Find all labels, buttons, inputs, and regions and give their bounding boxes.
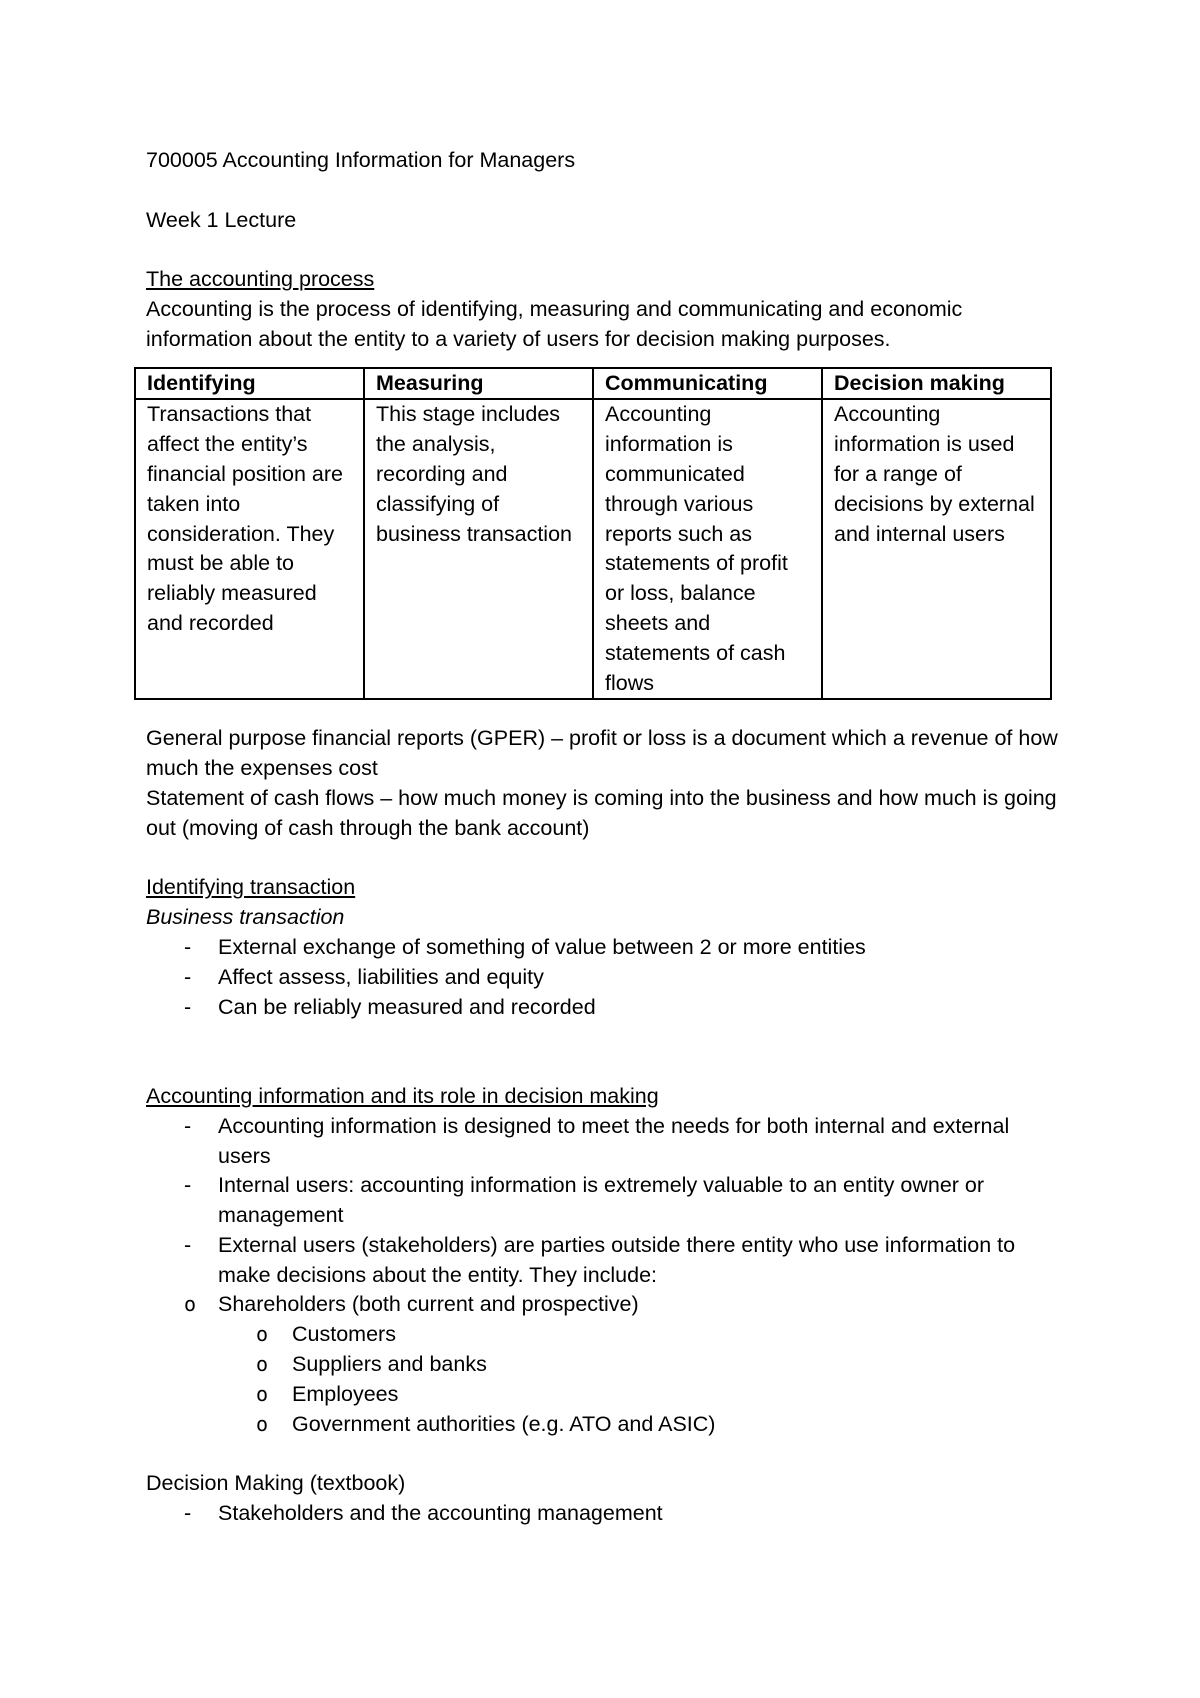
list-item	[146, 1350, 1066, 1380]
list-item-text: External users (stakeholders) are parties outside there entity who use information to make decisions about the entity. They include:	[218, 1232, 1016, 1287]
table-cell: Transactions that affect the entity’s financial position are taken into consideration. They must be able to reliably measured and recorded	[135, 399, 364, 699]
stakeholder-sub-list	[146, 1320, 1066, 1439]
list-item	[146, 1380, 1066, 1410]
business-transaction-label: Business transaction	[146, 905, 345, 930]
list-item-text: External exchange of something of value between 2 or more entities	[218, 934, 866, 959]
dash-bullet: -	[184, 1232, 192, 1257]
dash-bullet: -	[184, 994, 192, 1019]
circle-bullet: o	[256, 1381, 269, 1406]
document-subtitle: Week 1 Lecture	[146, 207, 297, 232]
role-list	[146, 1112, 1066, 1291]
document-title: 700005 Accounting Information for Managers	[146, 148, 576, 172]
dash-bullet: -	[184, 964, 192, 989]
list-item-text: Accounting information is designed to meet the needs for both internal and external users	[218, 1113, 1010, 1168]
business-transaction-list	[146, 933, 1066, 1022]
section-heading-decision-making: Decision Making (textbook)	[146, 1471, 406, 1496]
gper-paragraph: General purpose financial reports (GPER) – profit or loss is a document which a revenue of how much the expenses cost	[146, 726, 1058, 781]
accounting-process-table	[134, 367, 1052, 701]
section-heading-identifying-transaction: Identifying transaction	[146, 875, 356, 900]
table-row	[135, 399, 1051, 699]
list-item	[146, 963, 1066, 993]
list-item-text: Can be reliably measured and recorded	[218, 994, 596, 1019]
list-item	[146, 933, 1066, 963]
accounting-process-intro: Accounting is the process of identifying, measuring and communicating and economic information about the entity to a variety of users for decision making purposes.	[146, 296, 963, 351]
dash-bullet: -	[184, 1173, 192, 1198]
list-item-text: Employees	[292, 1381, 399, 1406]
list-item	[146, 1171, 1066, 1231]
circle-bullet: o	[256, 1322, 269, 1347]
list-item-text: Stakeholders and the accounting management	[218, 1501, 663, 1526]
list-item-text: Shareholders (both current and prospective)	[218, 1292, 639, 1317]
list-item-text: Affect assess, liabilities and equity	[218, 964, 544, 989]
table-cell: Accounting information is used for a range of decisions by external and internal users	[822, 399, 1051, 699]
circle-bullet: o	[256, 1411, 269, 1436]
table-header-cell: Measuring	[364, 368, 593, 400]
list-item	[146, 1499, 1066, 1529]
stakeholder-list	[146, 1290, 1066, 1320]
list-item	[146, 1112, 1066, 1172]
list-item	[146, 1410, 1066, 1440]
table-header-cell: Communicating	[593, 368, 822, 400]
dash-bullet: -	[184, 1113, 192, 1138]
list-item-text: Government authorities (e.g. ATO and ASIC)	[292, 1411, 716, 1436]
list-item-text: Internal users: accounting information is extremely valuable to an entity owner or management	[218, 1173, 985, 1228]
table-header-cell: Decision making	[822, 368, 1051, 400]
cash-flows-paragraph: Statement of cash flows – how much money is coming into the business and how much is going out (moving of cash through the bank account)	[146, 785, 1057, 840]
list-item	[146, 993, 1066, 1023]
document-body	[146, 146, 1066, 1529]
list-item-text: Customers	[292, 1322, 396, 1347]
table-header-row	[135, 368, 1051, 400]
list-item	[146, 1290, 1066, 1320]
dash-bullet: -	[184, 1501, 192, 1526]
table-header-cell: Identifying	[135, 368, 364, 400]
table-cell: Accounting information is communicated through various reports such as statements of profit or loss, balance sheets and statements of cash flows	[593, 399, 822, 699]
list-item	[146, 1231, 1066, 1291]
section-heading-role-in-decision-making: Accounting information and its role in decision making	[146, 1083, 659, 1108]
section-heading-accounting-process: The accounting process	[146, 267, 375, 292]
list-item	[146, 1320, 1066, 1350]
dash-bullet: -	[184, 934, 192, 959]
decision-making-list	[146, 1499, 1066, 1529]
list-item-text: Suppliers and banks	[292, 1352, 487, 1377]
circle-bullet: o	[184, 1292, 197, 1317]
table-cell: This stage includes the analysis, recording and classifying of business transaction	[364, 399, 593, 699]
circle-bullet: o	[256, 1352, 269, 1377]
